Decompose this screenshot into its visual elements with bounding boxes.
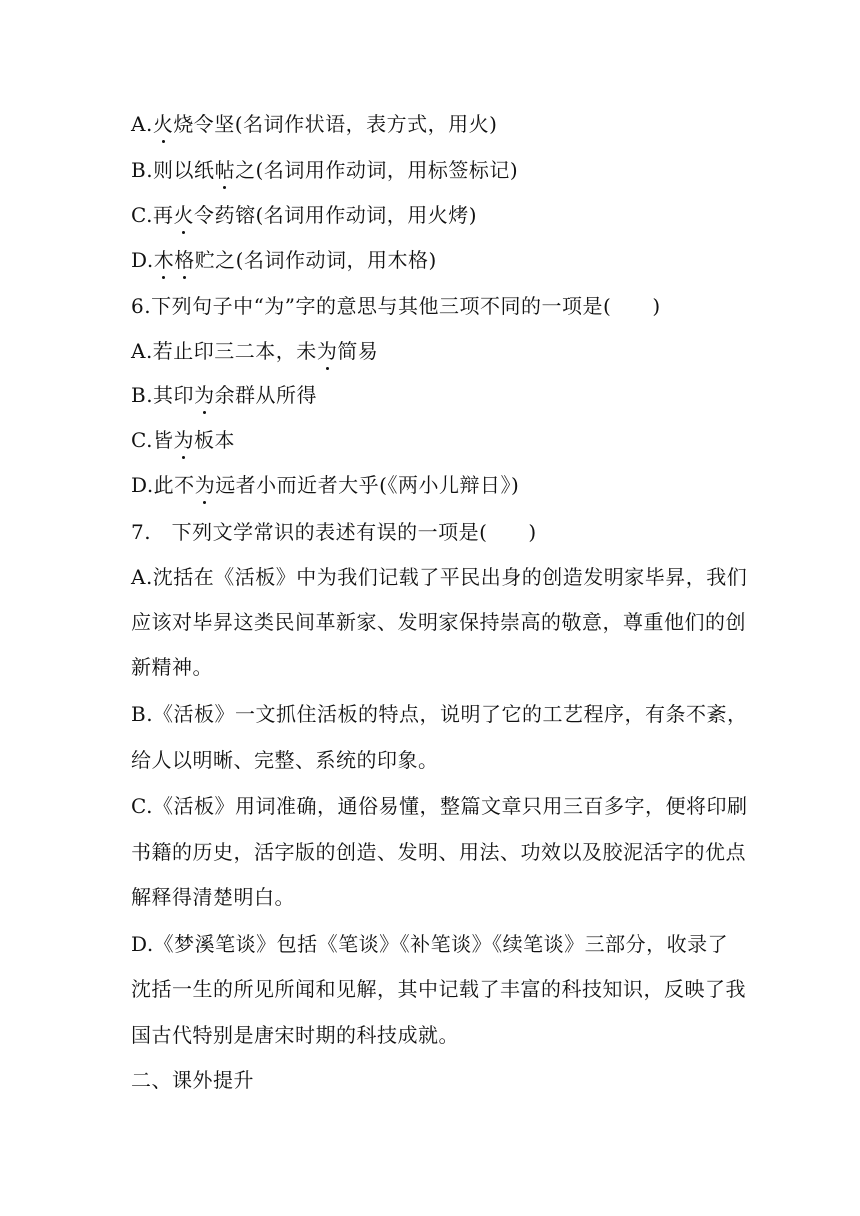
option-prefix: A. — [131, 112, 153, 136]
q7-option-d-line-3: 国古代特别是唐宋时期的科技成就。 — [131, 1023, 459, 1047]
option-prefix: D.此不 — [131, 473, 195, 497]
q7-option-c-line-3: 解释得清楚明白。 — [131, 885, 295, 909]
q5-option-b — [131, 158, 518, 182]
q7-option-d-line-1: D.《梦溪笔谈》包括《笔谈》《补笔谈》《续笔谈》三部分，收录了 — [131, 932, 729, 956]
option-prefix: B.其印 — [131, 383, 195, 407]
q7-stem: 7. 下列文学常识的表述有误的一项是( ) — [131, 520, 537, 544]
q7-option-a-line-2: 应该对毕昇这类民间革新家、发明家保持崇高的敬意，尊重他们的创 — [131, 610, 746, 634]
emphasized-char: 火 — [173, 203, 194, 227]
option-text: 板本 — [193, 428, 235, 452]
q7-option-a-line-3: 新精神。 — [131, 655, 213, 679]
q6-option-b — [131, 383, 317, 407]
q6-stem: 6.下列句子中“为”字的意思与其他三项不同的一项是( ) — [131, 294, 661, 318]
option-text: 之(名词用作动词，用标签标记) — [235, 158, 519, 182]
emphasized-char: 为 — [173, 428, 194, 452]
q7-option-c-line-2: 书籍的历史，活字版的创造、发明、用法、功效以及胶泥活字的优点 — [131, 840, 746, 864]
q7-option-a-line-1: A.沈括在《活板》中为我们记载了平民出身的创造发明家毕昇，我们 — [131, 565, 748, 589]
option-text: 令药镕(名词用作动词，用火烤) — [193, 203, 478, 227]
q6-option-c — [131, 428, 235, 452]
option-text: 烧令坚(名词作状语，表方式，用火) — [173, 112, 498, 136]
emphasized-char: 帖 — [214, 158, 236, 182]
emphasized-char: 为 — [194, 383, 215, 407]
option-text: 远者小而近者大乎(《两小儿辩日》) — [215, 473, 520, 497]
option-text: 余群从所得 — [214, 383, 318, 407]
q5-option-c — [131, 203, 477, 227]
section-heading: 二、课外提升 — [131, 1068, 254, 1092]
emphasized-char: 为 — [194, 473, 216, 497]
option-text: 贮之(名词作动词，用木格) — [194, 248, 437, 272]
emphasized-char: 为 — [316, 339, 338, 363]
option-text: 简易 — [337, 339, 379, 363]
emphasized-char: 格 — [174, 248, 195, 272]
q7-option-d-line-2: 沈括一生的所见所闻和见解，其中记载了丰富的科技知识，反映了我 — [131, 977, 746, 1001]
option-prefix: C.皆 — [131, 428, 174, 452]
q5-option-a — [131, 112, 497, 136]
option-prefix: D. — [131, 248, 154, 272]
q6-option-a — [131, 339, 378, 363]
emphasized-char: 火 — [152, 112, 174, 136]
q7-option-b-line-1: B.《活板》一文抓住活板的特点，说明了它的工艺程序，有条不紊， — [131, 702, 748, 726]
option-prefix: C.再 — [131, 203, 174, 227]
option-prefix: A.若止印三二本，未 — [131, 339, 317, 363]
q7-option-b-line-2: 给人以明晰、完整、系统的印象。 — [131, 748, 439, 772]
q6-option-d — [131, 473, 519, 497]
option-prefix: B.则以纸 — [131, 158, 215, 182]
q7-option-c-line-1: C.《活板》用词准确，通俗易懂，整篇文章只用三百多字，便将印刷 — [131, 794, 748, 818]
emphasized-char: 木 — [153, 248, 175, 272]
q5-option-d — [131, 248, 437, 272]
